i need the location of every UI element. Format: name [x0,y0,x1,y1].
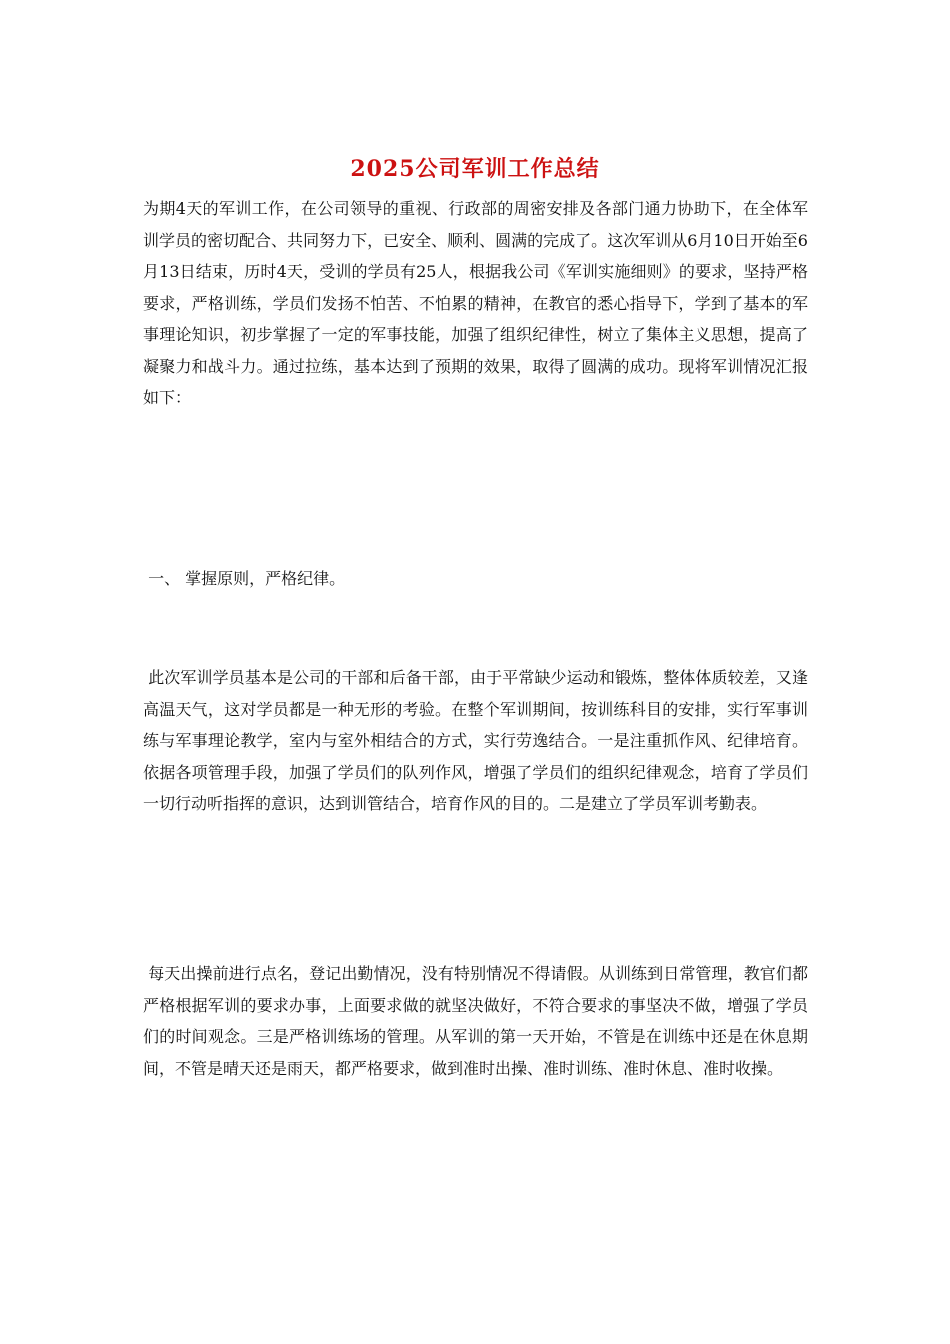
intro-paragraph: 为期4天的军训工作，在公司领导的重视、行政部的周密安排及各部门通力协助下，在全体军训学员的密切配合、共同努力下，已安全、顺利、圆满的完成了。这次军训从6月10日开始至6月13日结束，历时4天，受训的学员有25人，根据我公司《军训实施细则》的要求，坚持严格要求，严格训练，学员们发扬不怕苦、不怕累的精神，在教官的悉心指导下，学到了基本的军事理论知识，初步掌握了一定的军事技能，加强了组织纪律性，树立了集体主义思想，提高了凝聚力和战斗力。通过拉练，基本达到了预期的效果，取得了圆满的成功。现将军训情况汇报如下： [143,199,808,407]
section-heading: 一、 掌握原则，严格纪律。 [143,569,346,588]
body-paragraph-3: 每天出操前进行点名，登记出勤情况，没有特别情况不得请假。从训练到日常管理，教官们都严格根据军训的要求办事，上面要求做的就坚决做好，不符合要求的事坚决不做，增强了学员们的时间观念。三是严格训练场的管理。从军训的第一天开始，不管是在训练中还是在休息期间，不管是晴天还是雨天，都严格要求，做到准时出操、准时训练、准时休息、准时收操。 [143,964,808,1078]
body-paragraph-2: 此次军训学员基本是公司的干部和后备干部，由于平常缺少运动和锻炼，整体体质较差，又逢高温天气，这对学员都是一种无形的考验。在整个军训期间，按训练科目的安排，实行军事训练与军事理论教学，室内与室外相结合的方式，实行劳逸结合。一是注重抓作风、纪律培育。依据各项管理手段，加强了学员们的队列作风，增强了学员们的组织纪律观念，培育了学员们 一切行动听指挥的意识，达到训管结合，培育作风的目的。二是建立了学员军训考勤表。 [143,668,814,813]
document-title: 2025公司军训工作总结 [350,156,600,182]
